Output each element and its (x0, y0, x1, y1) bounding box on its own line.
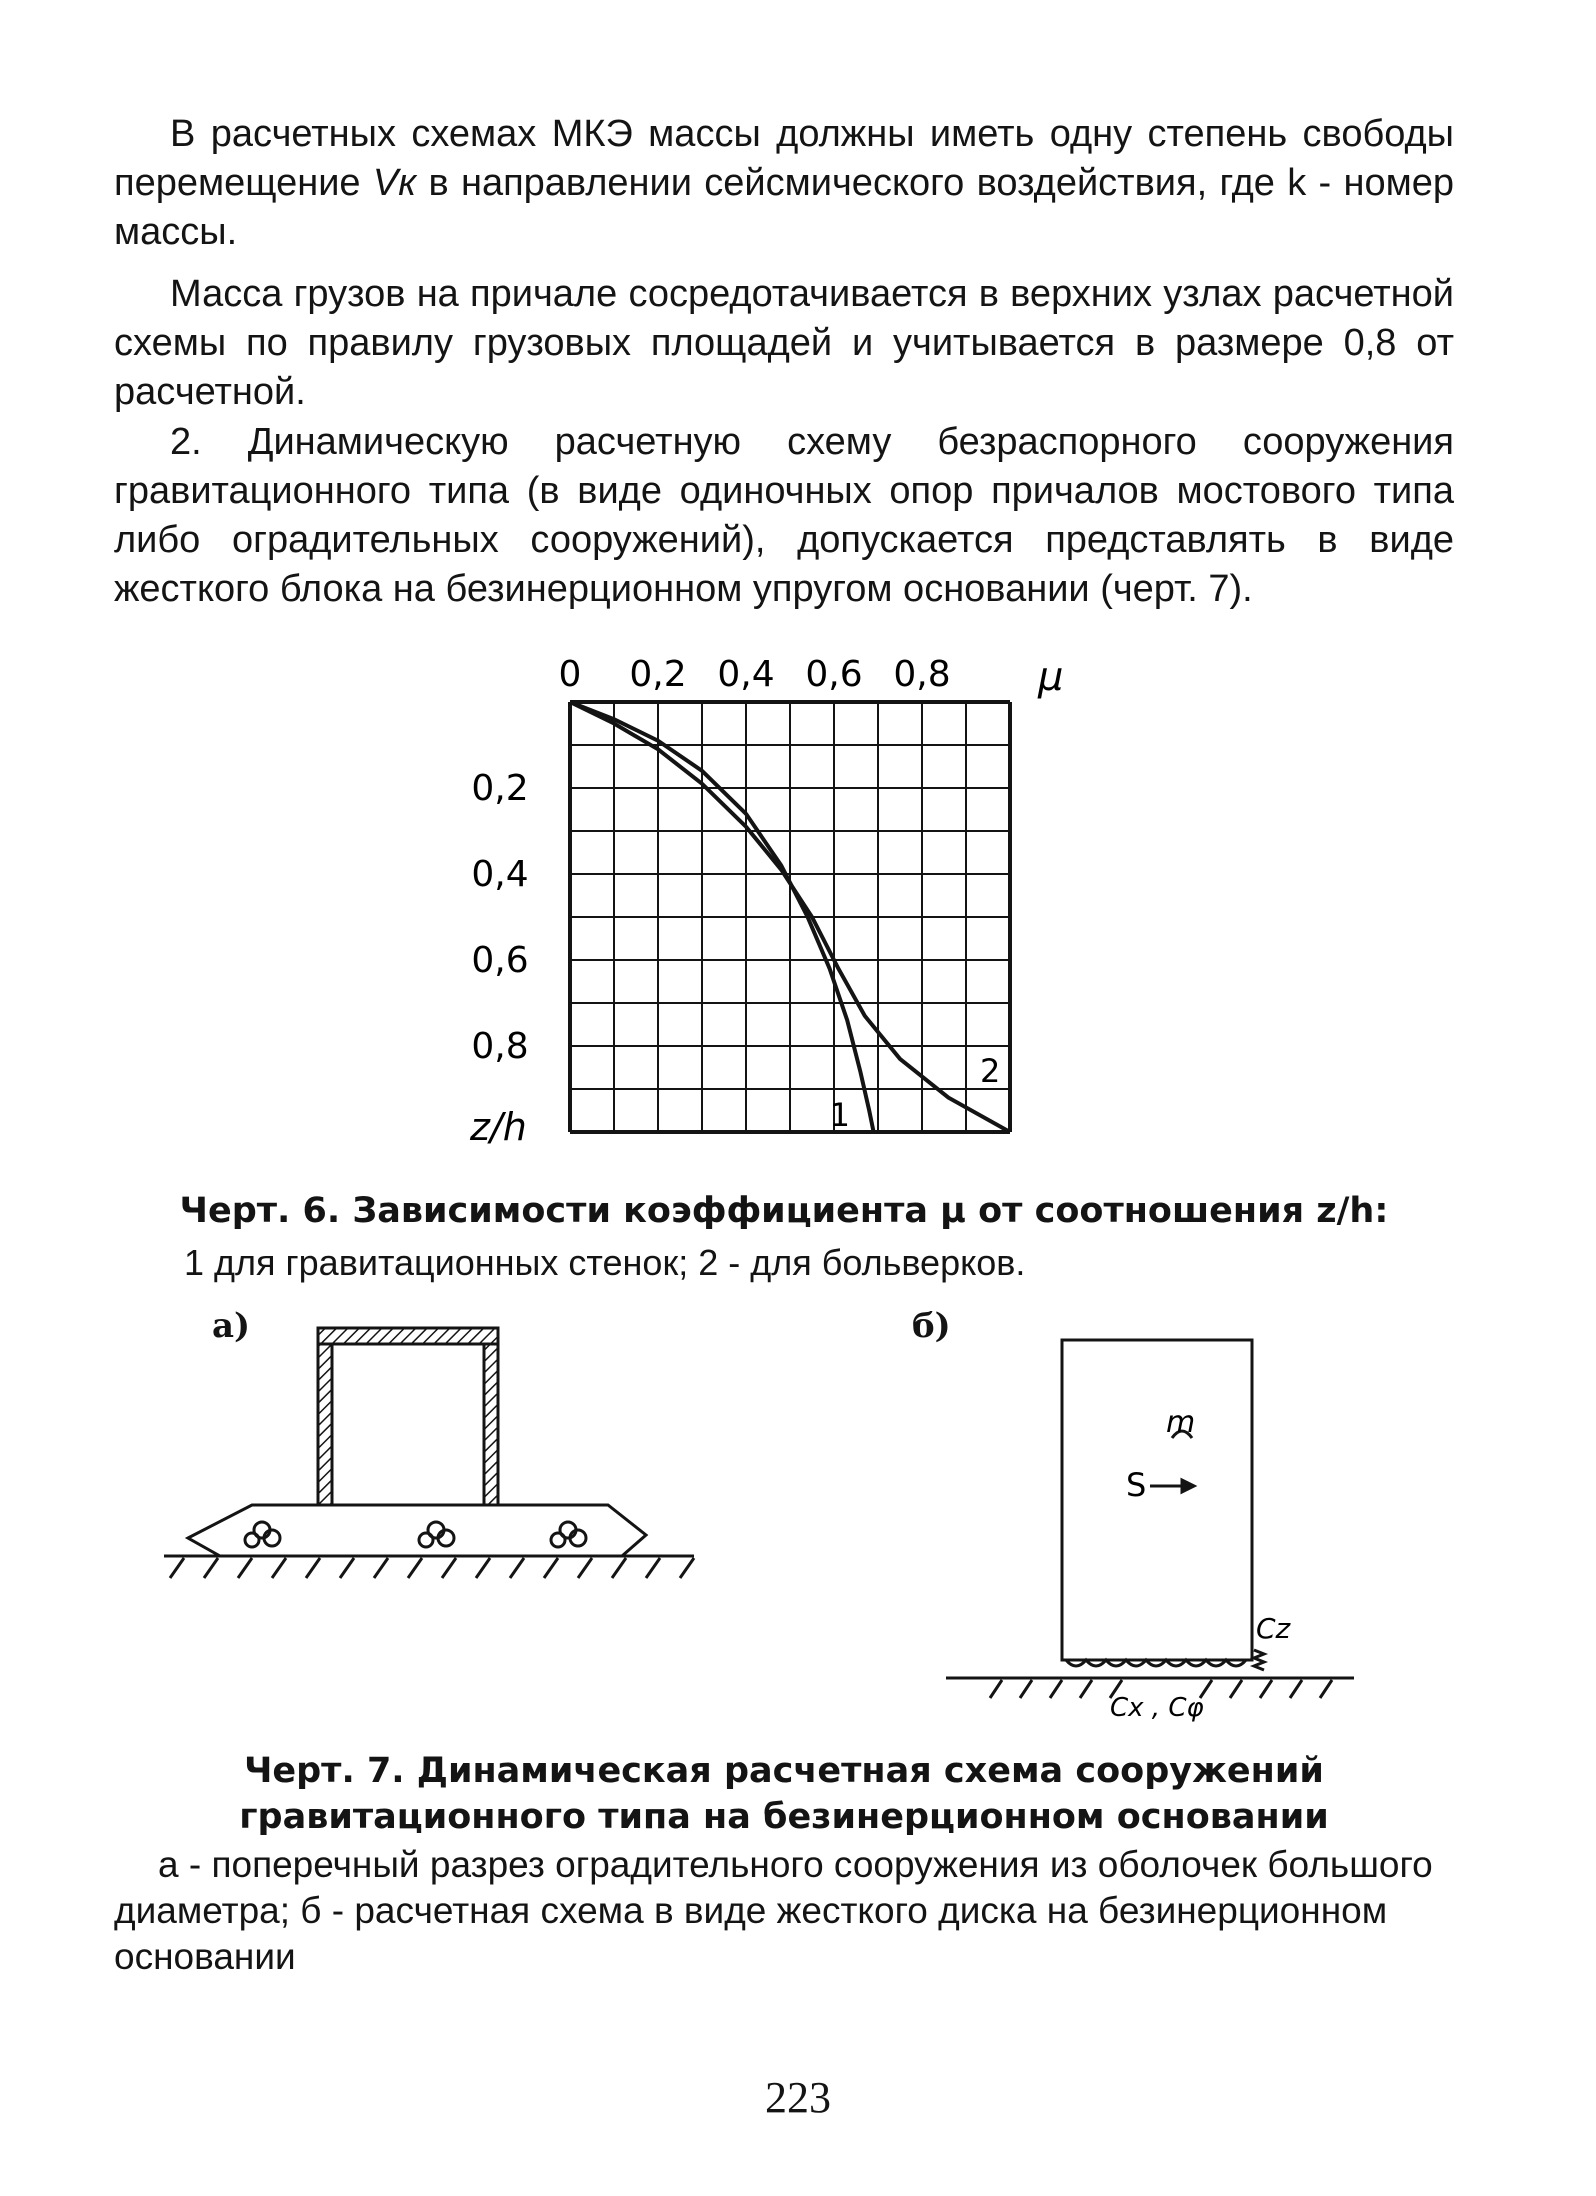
hatch-stroke (578, 1558, 592, 1578)
hatch-stroke (1080, 1680, 1092, 1698)
y-axis-label: z/h (470, 1105, 527, 1149)
hatch-stroke (272, 1558, 286, 1578)
y-tick-label: 0,6 (471, 940, 529, 981)
hatch-stroke (374, 1558, 388, 1578)
figure-7-caption-text: а - поперечный разрез оградительного сооружения из оболочек большого диаметра; б - расчетная схема в виде жесткого диска на безинерционном основании (114, 1844, 1433, 1977)
hatch-stroke (476, 1558, 490, 1578)
ground-hatching (170, 1558, 694, 1578)
figure-6-caption-title: Черт. 6. Зависимости коэффициента μ от соотношения z/h: (179, 1191, 1389, 1231)
paragraph-3: 2. Динамическую расчетную схему безраспорного сооружения гравитационного типа (в виде одиночных опор причалов мостового типа либо оградительных сооружений), допускается представлять в виде жесткого блока на безинерционном упругом основании (черт. 7). (114, 421, 1454, 610)
hatch-stroke (680, 1558, 694, 1578)
x-tick-label: 0,6 (805, 654, 863, 695)
hatch-stroke (1320, 1680, 1332, 1698)
figure-6-caption-text: 1 для гравитационных стенок; 2 - для больверков. (184, 1242, 1026, 1283)
hatch-stroke (1290, 1680, 1302, 1698)
x-tick-label: 0,8 (893, 654, 951, 695)
figure-7b-drawing (940, 1320, 1360, 1723)
series-label-2: 2 (980, 1052, 1001, 1090)
y-tick-label: 0,2 (471, 768, 529, 809)
hatch-stroke (1050, 1680, 1062, 1698)
hatch-stroke (510, 1558, 524, 1578)
figure-7a-drawing (150, 1310, 710, 1580)
paragraph-2: Масса грузов на причале сосредотачивается в верхних узлах расчетной схемы по правилу грузовых площадей и учитывается в размере 0,8 от расчетной. (114, 273, 1454, 413)
stiffness-cx-label: Cx , Cφ (1110, 1693, 1204, 1723)
figure-7a-label: а) (212, 1306, 251, 1346)
hatch-stroke (340, 1558, 354, 1578)
hatch-stroke (646, 1558, 660, 1578)
x-tick-label: 0,2 (629, 654, 687, 695)
hatch-stroke (612, 1558, 626, 1578)
hatch-stroke (170, 1558, 184, 1578)
hatch-stroke (306, 1558, 320, 1578)
hatch-stroke (1020, 1680, 1032, 1698)
y-tick-label: 0,8 (471, 1026, 529, 1067)
hatch-stroke (1260, 1680, 1272, 1698)
x-tick-label: 0 (558, 654, 582, 695)
x-axis-label: μ (1038, 654, 1064, 700)
hatch-stroke (408, 1558, 422, 1578)
hatch-stroke (442, 1558, 456, 1578)
hatch-stroke (990, 1680, 1002, 1698)
velocity-variable: Vк (372, 162, 417, 204)
hatch-stroke (204, 1558, 218, 1578)
hatch-stroke (1230, 1680, 1242, 1698)
figure-7-caption-title: Черт. 7. Динамическая расчетная схема сооружений гравитационного типа на безинерционном основании (239, 1751, 1329, 1837)
paragraph-1: В расчетных схемах МКЭ массы должны иметь одну степень свободы перемещение Vк в направлении сейсмического воздействия, где k - номер массы. (114, 113, 1454, 253)
series-label-1: 1 (829, 1096, 850, 1134)
chart-grid (570, 702, 1010, 1132)
page-number: 223 (765, 2073, 831, 2122)
rigid-block (1062, 1340, 1252, 1660)
hatch-stroke (238, 1558, 252, 1578)
figure-7b-label: б) (912, 1306, 951, 1346)
force-label: S (1126, 1466, 1147, 1504)
figure-6-chart (440, 640, 1064, 1160)
x-tick-label: 0,4 (717, 654, 775, 695)
hatch-stroke (544, 1558, 558, 1578)
mass-label: m (1166, 1405, 1196, 1440)
stiffness-cz-label: Cz (1256, 1612, 1291, 1645)
y-tick-label: 0,4 (471, 854, 529, 895)
